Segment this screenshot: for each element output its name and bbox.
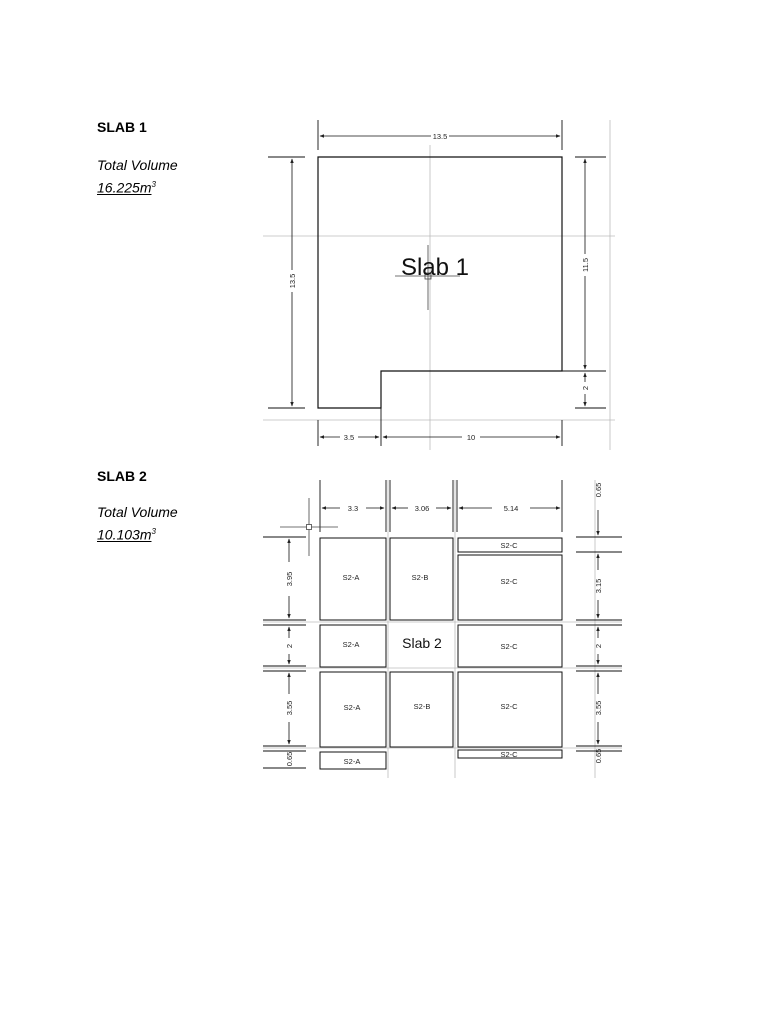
slab2-panel-c-2: S2-C xyxy=(500,577,518,586)
slab2-dimension-lines xyxy=(289,508,598,744)
slab1-drawing xyxy=(263,120,615,450)
slab2-dim-top-right: 0.65 xyxy=(594,482,603,498)
slab2-drawing xyxy=(263,480,622,778)
slab2-title: Slab 2 xyxy=(402,635,442,651)
slab1-volume-exponent: 3 xyxy=(151,180,156,189)
slab1-dim-right-lower: 2 xyxy=(581,385,590,391)
slab2-panel-c-3: S2-C xyxy=(500,642,518,651)
slab1-dim-right-upper: 11.5 xyxy=(581,257,590,273)
slab2-dim-left-2: 2 xyxy=(285,643,294,649)
slab2-dim-left-3: 3.55 xyxy=(285,700,294,716)
slab2-volume-exponent: 3 xyxy=(151,527,156,536)
slab1-extension-lines xyxy=(268,120,606,446)
slab1-heading: SLAB 1 xyxy=(97,119,147,135)
slab1-dim-bottom-right: 10 xyxy=(466,433,476,442)
slab2-volume-label: Total Volume xyxy=(97,504,178,520)
slab1-dim-bottom-left: 3.5 xyxy=(343,433,355,442)
slab2-dim-top-2: 3.06 xyxy=(414,504,430,513)
slab1-title: Slab 1 xyxy=(400,254,470,281)
slab1-dim-top: 13.5 xyxy=(432,132,448,141)
slab2-heading: SLAB 2 xyxy=(97,468,147,484)
slab2-gridlines xyxy=(263,480,622,778)
slab2-dim-top-1: 3.3 xyxy=(347,504,359,513)
slab2-dim-right-1: 3.15 xyxy=(594,578,603,594)
slab2-volume-value: 10.103m xyxy=(97,526,152,543)
slab2-panel-a-1: S2-A xyxy=(342,573,360,582)
slab1-volume-label: Total Volume xyxy=(97,157,178,173)
slab2-panel-b-2: S2-B xyxy=(413,702,431,711)
slab2-panel-c-1: S2-C xyxy=(500,541,518,550)
slab2-panel-c-4: S2-C xyxy=(500,702,518,711)
slab1-outline xyxy=(318,157,562,408)
slab2-dim-left-4: 0.65 xyxy=(285,751,294,767)
slab2-dim-right-4: 0.65 xyxy=(594,748,603,764)
slab1-dim-left: 13.5 xyxy=(288,273,297,289)
slab2-extension-lines xyxy=(263,480,622,768)
slab2-dim-top-3: 5.14 xyxy=(503,504,519,513)
slab2-panel-c-5: S2-C xyxy=(500,750,518,759)
slab2-panel-a-4: S2-A xyxy=(343,757,361,766)
slab2-dim-right-3: 3.55 xyxy=(594,700,603,716)
slab1-dimension-lines xyxy=(292,136,585,437)
slab2-panel-a-3: S2-A xyxy=(343,703,361,712)
slab2-panel-b-1: S2-B xyxy=(411,573,429,582)
slab1-volume-value: 16.225m xyxy=(97,179,152,196)
slab2-panel-a-2: S2-A xyxy=(342,640,360,649)
slab2-dim-left-1: 3.95 xyxy=(285,571,294,587)
slab2-dim-right-2: 2 xyxy=(594,643,603,649)
